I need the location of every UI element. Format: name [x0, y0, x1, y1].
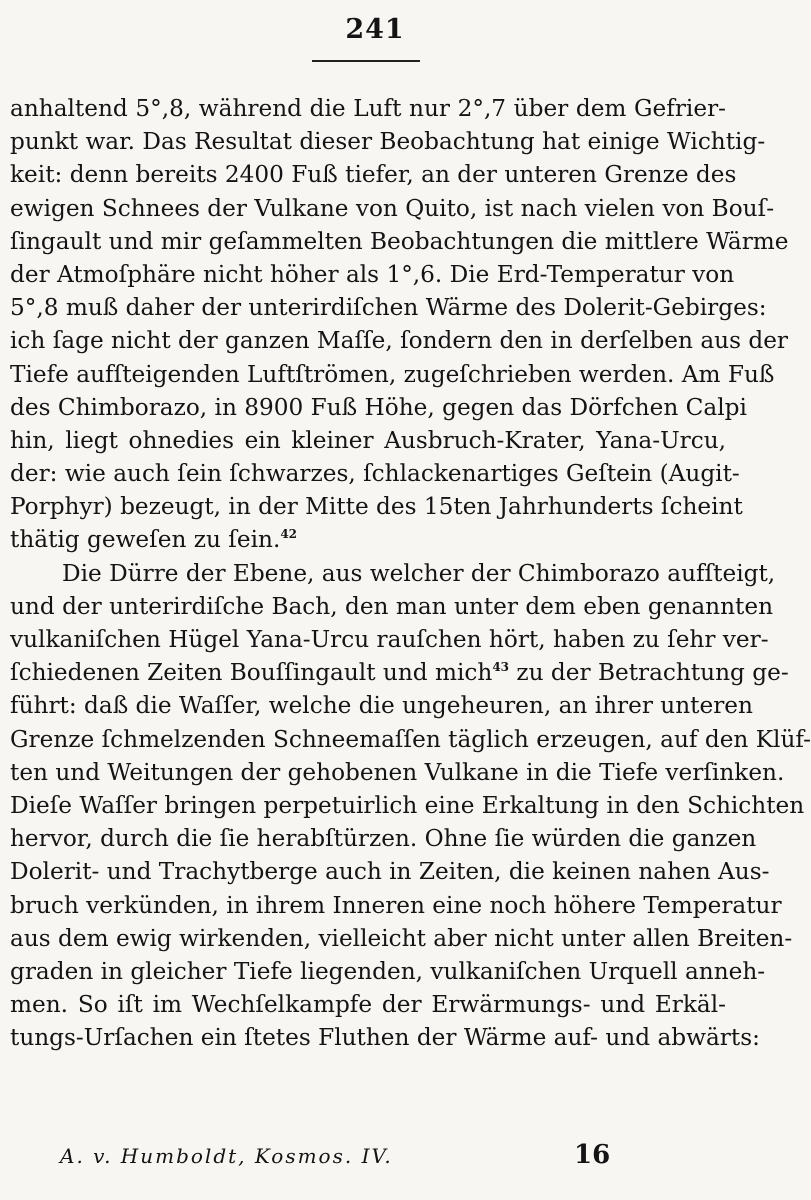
text-line: Dieſe Waſſer bringen perpetuirlich eine Erkaltung in den Schichten: [10, 791, 805, 819]
text-line: vulkaniſchen Hügel Yana-Urcu rauſchen hört, haben zu ſehr ver-: [10, 626, 769, 653]
text-line: Dolerit- und Trachytberge auch in Zeiten, die keinen nahen Aus-: [10, 858, 770, 886]
text-line: anhaltend 5°,8, während die Luft nur 2°,7 über dem Gefrier-: [10, 95, 726, 122]
printer-signature: A. v. Humboldt, Kosmos. IV.: [60, 1144, 393, 1168]
text-line: aus dem ewig wirkenden, vielleicht aber nicht unter allen Breiten-: [10, 924, 793, 952]
page-footer: [0, 1140, 750, 1184]
text-line: hervor, durch die ſie herabſtürzen. Ohne ſie würden die ganzen: [10, 825, 757, 853]
text-fragment: thätig geweſen zu ſein.: [10, 526, 281, 554]
text-fragment: ſchiedenen Zeiten Bouſſingault und mich: [10, 659, 493, 687]
text-fragment: zu der Betrachtung ge-: [509, 659, 789, 687]
text-line: 5°,8 muß daher der unterirdiſchen Wärme des Dolerit-Gebirges:: [10, 294, 767, 322]
page-number: 241: [345, 14, 405, 45]
header-rule: [312, 60, 420, 62]
text-line: ſingault und mir geſammelten Beobachtungen die mittlere Wärme: [10, 227, 789, 255]
text-line: keit: denn bereits 2400 Fuß tiefer, an der unteren Grenze des: [10, 161, 737, 189]
text-line: graden in gleicher Tiefe liegenden, vulkaniſchen Urquell anneh-: [10, 957, 766, 985]
text-line: der Atmoſphäre nicht höher als 1°,6. Die Erd-Temperatur von: [10, 260, 735, 288]
footnote-reference: 42: [280, 527, 298, 542]
text-line: Die Dürre der Ebene, aus welcher der Chimborazo aufſteigt,: [62, 559, 776, 587]
text-line: und der unterirdiſche Bach, den man unter dem eben genannten: [10, 592, 774, 620]
text-line: Porphyr) bezeugt, in der Mitte des 15ten Jahrhunderts ſcheint: [10, 493, 743, 521]
text-line: der: wie auch ſein ſchwarzes, ſchlackenartiges Geſtein (Augit-: [10, 460, 740, 488]
text-line: [10, 523, 726, 556]
text-line: führt: daß die Waſſer, welche die ungeheuren, an ihrer unteren: [10, 692, 753, 720]
text-line: tungs-Urſachen ein ſtetes Fluthen der Wärme auf- und abwärts:: [10, 1024, 760, 1052]
text-line: bruch verkünden, in ihrem Inneren eine noch höhere Temperatur: [10, 891, 782, 919]
body-text: [10, 92, 811, 1054]
signature-number: 16: [574, 1140, 611, 1170]
text-line: ich ſage nicht der ganzen Maſſe, ſondern den in derſelben aus der: [10, 327, 789, 355]
text-line: Grenze ſchmelzenden Schneemaſſen täglich erzeugen, auf den Klüf-: [10, 725, 811, 753]
text-line: des Chimborazo, in 8900 Fuß Höhe, gegen das Dörfchen Calpi: [10, 393, 747, 421]
text-line: [10, 656, 789, 689]
footnote-reference: 43: [492, 660, 510, 675]
text-line: men. So iſt im Wechſelkampfe der Erwärmungs- und Erkäl-: [10, 991, 726, 1019]
text-line: Tiefe aufſteigenden Luftſtrömen, zugeſchrieben werden. Am Fuß: [10, 360, 775, 388]
text-line: hin, liegt ohnedies ein kleiner Ausbruch-Krater, Yana-Urcu,: [10, 426, 726, 454]
text-line: ten und Weitungen der gehobenen Vulkane in die Tiefe verſinken.: [10, 758, 785, 786]
text-line: ewigen Schnees der Vulkane von Quito, ist nach vielen von Bouſ-: [10, 194, 775, 222]
text-line: punkt war. Das Resultat dieser Beobachtung hat einige Wichtig-: [10, 128, 766, 156]
